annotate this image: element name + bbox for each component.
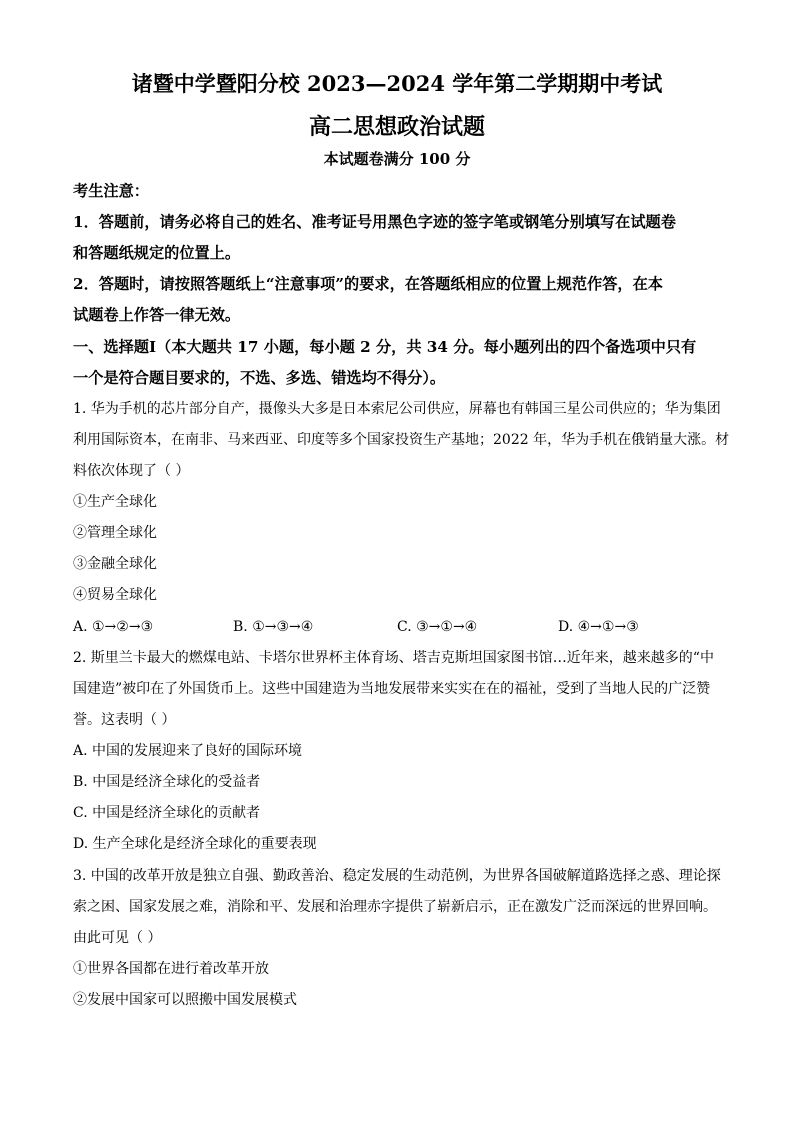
q1-option-a[interactable]: A. ①→②→③ (73, 619, 154, 635)
q1-item-2: ②管理全球化 (73, 525, 157, 541)
q2-option-b[interactable]: B. 中国是经济全球化的受益者 (73, 774, 261, 790)
q1-stem: 1. 华为手机的芯片部分自产，摄像头大多是日本索尼公司供应，屏幕也有韩国三星公司供应的；华为集团 (73, 401, 721, 417)
q1-option-d[interactable]: D. ④→①→③ (558, 619, 639, 635)
q1-stem-2: 利用国际资本，在南非、马来西亚、印度等多个国家投资生产基地；2022 年，华为手机在俄销量大涨。材 (73, 432, 730, 448)
q3-stem-2: 索之困、国家发展之难，消除和平、发展和治理赤字提供了崭新启示，正在激发广泛而深远的世界回响。 (73, 899, 717, 915)
q3-stem-3: 由此可见（ ） (73, 930, 162, 946)
q2-option-a[interactable]: A. 中国的发展迎来了良好的国际环境 (73, 743, 303, 759)
section-heading-cont: 一个是符合题目要求的，不选、多选、错选均不得分）。 (73, 369, 446, 387)
q2-stem-3: 誉。这表明（ ） (73, 712, 176, 728)
exam-title: 诸暨中学暨阳分校 2023—2024 学年第二学期期中考试 (131, 71, 663, 96)
notice-heading: 考生注意： (73, 182, 149, 200)
notice-item-2-cont: 试题卷上作答一律无效。 (73, 306, 241, 324)
q2-stem: 2. 斯里兰卡最大的燃煤电站、卡塔尔世界杯主体育场、塔吉克斯坦国家图书馆…近年来，越来越多的“中 (73, 650, 714, 666)
q1-option-c[interactable]: C. ③→①→④ (397, 619, 478, 635)
q3-item-2: ②发展中国家可以照搬中国发展模式 (73, 992, 297, 1008)
q2-stem-2: 国建造”被印在了外国货币上。这些中国建造为当地发展带来实实在在的福祉，受到了当地人民的广泛赞 (73, 681, 711, 697)
q1-stem-3: 料依次体现了（ ） (73, 463, 190, 479)
notice-item-2: 2．答题时，请按照答题纸上“注意事项”的要求，在答题纸相应的位置上规范作答，在本 (73, 275, 663, 293)
notice-item-1: 1．答题前，请务必将自己的姓名、准考证号用黑色字迹的签字笔或钢笔分别填写在试题卷 (73, 213, 676, 231)
section-heading: 一、选择题Ⅰ（本大题共 17 小题，每小题 2 分，共 34 分。每小题列出的四个备选项中只有 (73, 338, 697, 356)
exam-subject: 高二思想政治试题 (308, 114, 485, 140)
q2-option-d[interactable]: D. 生产全球化是经济全球化的重要表现 (73, 836, 317, 852)
q1-item-4: ④贸易全球化 (73, 587, 157, 603)
q1-item-1: ①生产全球化 (73, 494, 157, 510)
q1-option-b[interactable]: B. ①→③→④ (233, 619, 314, 635)
q3-stem: 3. 中国的改革开放是独立自强、勤政善治、稳定发展的生动范例，为世界各国破解道路选择之惑、理论探 (73, 868, 721, 884)
score-note: 本试题卷满分 100 分 (323, 150, 471, 168)
notice-item-1-cont: 和答题纸规定的位置上。 (73, 244, 241, 262)
q2-option-c[interactable]: C. 中国是经济全球化的贡献者 (73, 805, 261, 821)
q3-item-1: ①世界各国都在进行着改革开放 (73, 961, 269, 977)
q1-item-3: ③金融全球化 (73, 556, 157, 572)
